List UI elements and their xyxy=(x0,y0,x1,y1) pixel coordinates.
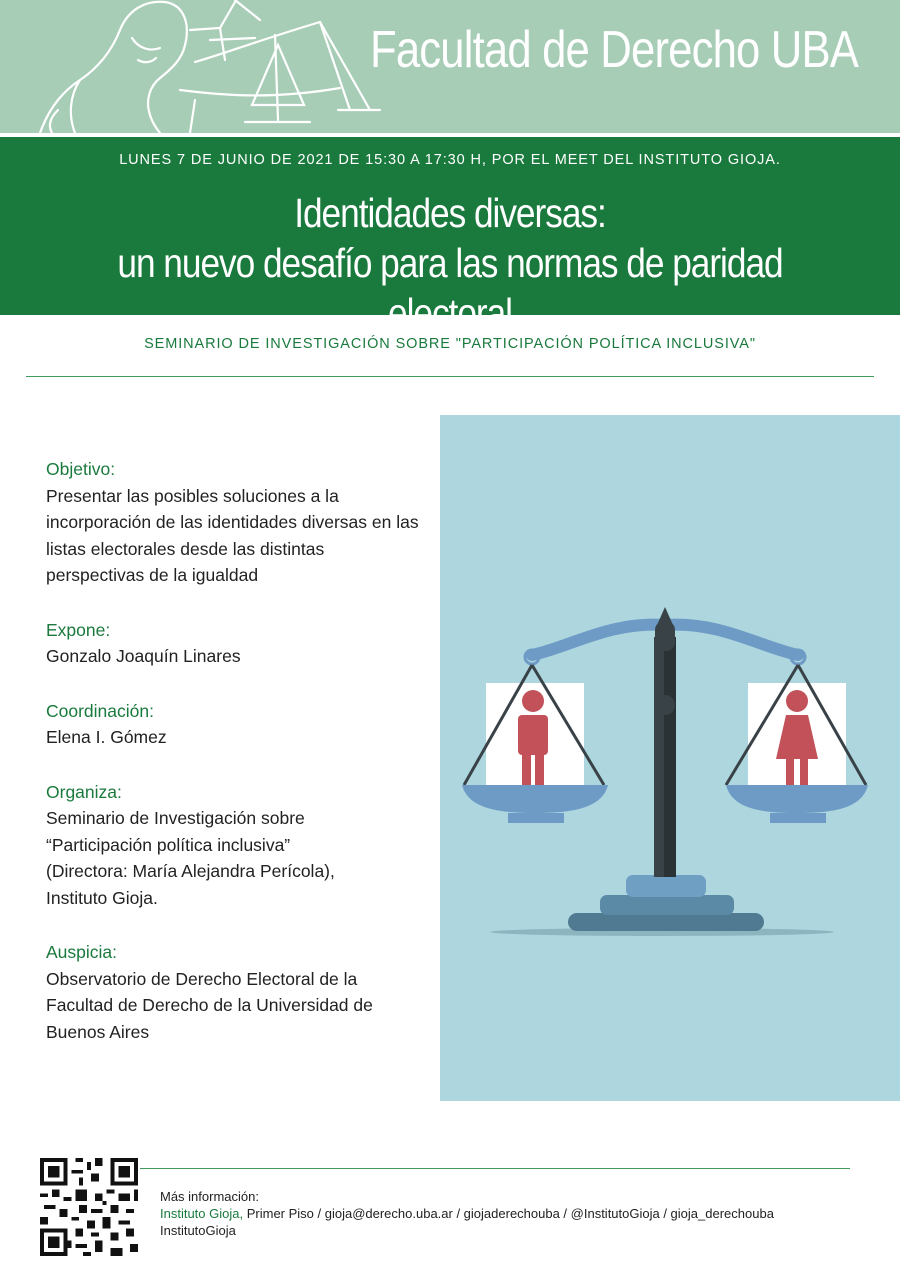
footer-divider xyxy=(140,1168,850,1169)
organizer-line-4: Instituto Gioja. xyxy=(46,887,158,908)
organizer-label: Organiza: xyxy=(46,781,122,802)
faculty-title: Facultad de Derecho UBA xyxy=(369,21,858,79)
right-pan xyxy=(726,785,868,813)
objective-text: Presentar las posibles soluciones a la incorporación de las identidades diversas en las listas electorales desde las distintas perspectivas de la igualdad xyxy=(46,485,419,585)
more-info-label: Más información: xyxy=(160,1189,259,1204)
event-title-line-2: un nuevo desafío para las normas de paridad electoral xyxy=(117,240,783,336)
speaker-section xyxy=(46,617,426,670)
objective-label: Objetivo: xyxy=(46,459,116,479)
institute-name: Instituto Gioja, xyxy=(160,1206,244,1221)
scale-base-middle xyxy=(600,895,734,915)
event-date: LUNES 7 DE JUNIO DE 2021 DE 15:30 A 17:30 H, POR EL MEET DEL INSTITUTO GIOJA. xyxy=(119,152,781,168)
coordinator-name: Elena I. Gómez xyxy=(46,727,167,747)
contact-details[interactable]: Primer Piso / gioja@derecho.uba.ar / giojaderechouba / @InstitutoGioja / gioja_derechouba xyxy=(243,1206,774,1221)
coordination-label: Coordinación: xyxy=(46,700,154,721)
scale-base-top xyxy=(626,875,706,897)
left-pan xyxy=(462,785,608,813)
divider xyxy=(26,376,874,377)
qr-code-icon[interactable] xyxy=(40,1158,138,1256)
speaker-label: Expone: xyxy=(46,619,111,640)
objective-section xyxy=(46,456,426,589)
sponsor-label: Auspicia: xyxy=(46,942,118,962)
sponsor-section xyxy=(46,939,426,1045)
coordination-section xyxy=(46,698,426,751)
organizer-section xyxy=(46,779,426,912)
organizer-line-2: “Participación política inclusiva” xyxy=(46,834,291,855)
header-band xyxy=(0,0,900,133)
organizer-line-3: (Directora: María Alejandra Perícola), xyxy=(46,861,335,881)
event-title xyxy=(63,188,837,338)
scale-base-bottom xyxy=(568,913,764,931)
contact-line xyxy=(160,1205,774,1222)
sponsor-text: Observatorio de Derecho Electoral de la Facultad de Derecho de la Universidad de Buenos Aires xyxy=(46,968,373,1042)
social-handle[interactable]: InstitutoGioja xyxy=(160,1223,236,1238)
justice-lady-illustration xyxy=(20,0,400,133)
scale-joint xyxy=(655,695,675,715)
event-title-line-1: Identidades diversas: xyxy=(294,190,606,236)
organizer-line-1: Seminario de Investigación sobre xyxy=(46,808,305,828)
seminar-subtitle: SEMINARIO DE INVESTIGACIÓN SOBRE "PARTICIPACIÓN POLÍTICA INCLUSIVA" xyxy=(144,336,756,352)
footer-contact xyxy=(160,1188,774,1239)
event-info xyxy=(46,456,426,1073)
illustration-panel xyxy=(440,415,900,1101)
speaker-name: Gonzalo Joaquín Linares xyxy=(46,646,241,666)
balance-scale-icon xyxy=(440,415,900,1101)
